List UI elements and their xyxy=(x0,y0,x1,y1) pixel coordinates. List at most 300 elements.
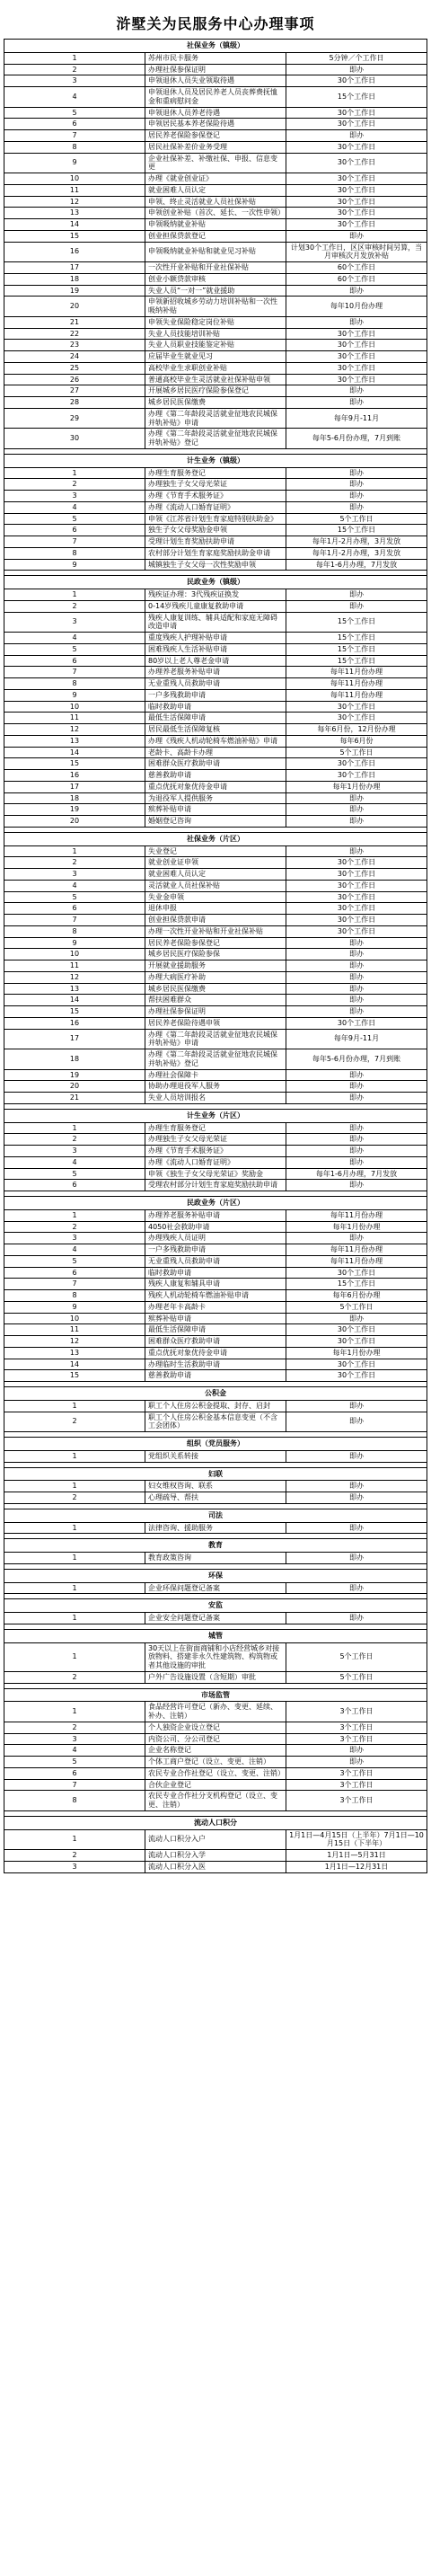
table-row xyxy=(4,242,427,262)
row-number: 21 xyxy=(4,316,145,328)
processing-time: 3个工作日 xyxy=(286,1702,427,1722)
row-number: 7 xyxy=(4,1279,145,1290)
row-number: 3 xyxy=(4,1861,145,1872)
service-item: 无业重残人员救助申请 xyxy=(145,678,286,690)
processing-time: 即办 xyxy=(286,1081,427,1093)
processing-time: 即办 xyxy=(286,230,427,242)
processing-time: 60个工作日 xyxy=(286,273,427,285)
row-number: 17 xyxy=(4,781,145,792)
service-item: 职工个人住房公积金基本信息变更（不含工会团体） xyxy=(145,1412,286,1432)
table-row xyxy=(4,713,427,724)
row-number: 1 xyxy=(4,1553,145,1564)
row-number: 7 xyxy=(4,667,145,678)
table-row xyxy=(4,960,427,972)
processing-time: 30个工作日 xyxy=(286,340,427,351)
row-number: 4 xyxy=(4,1156,145,1168)
service-item: 老龄卡、高龄卡办理 xyxy=(145,747,286,758)
row-number: 1 xyxy=(4,1702,145,1722)
row-number: 11 xyxy=(4,713,145,724)
service-item: 失业登记 xyxy=(145,845,286,857)
service-item: 婚姻登记咨询 xyxy=(145,816,286,828)
processing-time: 每年1月份办理 xyxy=(286,1347,427,1359)
row-number: 15 xyxy=(4,1370,145,1382)
section-heading: 民政业务（镇级） xyxy=(4,576,427,589)
row-number: 16 xyxy=(4,242,145,262)
service-item: 法律咨询、援助服务 xyxy=(145,1522,286,1534)
row-number: 1 xyxy=(4,1122,145,1134)
table-row xyxy=(4,208,427,219)
service-table xyxy=(4,39,427,1873)
row-number: 18 xyxy=(4,792,145,804)
service-item: 申领创业补贴（首次、延长、一次性申领） xyxy=(145,208,286,219)
processing-time: 3个工作日 xyxy=(286,1779,427,1791)
table-row xyxy=(4,351,427,363)
service-item: 办理《第二年龄段灵活就业征地农民城保并轨补贴》登记 xyxy=(145,1049,286,1070)
row-number: 26 xyxy=(4,374,145,385)
service-item: 户外广告设施设置（含短期）审批 xyxy=(145,1671,286,1683)
service-item: 申领失业保险稳定岗位补贴 xyxy=(145,316,286,328)
service-item: 创业担保贷款申请 xyxy=(145,915,286,926)
service-item: 创业担保贷款登记 xyxy=(145,230,286,242)
processing-time: 每年1月-2月办理，3月发放 xyxy=(286,547,427,559)
page-title: 浒墅关为民服务中心办理事项 xyxy=(116,15,315,32)
section-heading-row xyxy=(4,1816,427,1829)
processing-time: 30个工作日 xyxy=(286,1017,427,1029)
table-row xyxy=(4,880,427,891)
service-item: 办理《残疾人机动轮椅车燃油补贴》申请 xyxy=(145,735,286,747)
row-number: 14 xyxy=(4,995,145,1006)
service-item: 办理《第二年龄段灵活就业征地农民城保并轨补贴》申请 xyxy=(145,1029,286,1049)
service-item: 临时救助申请 xyxy=(145,1267,286,1279)
table-row xyxy=(4,925,427,937)
processing-time: 30个工作日 xyxy=(286,173,427,185)
table-row xyxy=(4,1347,427,1359)
row-number: 15 xyxy=(4,1006,145,1018)
processing-time: 30个工作日 xyxy=(286,119,427,130)
processing-time: 即办 xyxy=(286,1522,427,1534)
table-row xyxy=(4,678,427,690)
table-row xyxy=(4,747,427,758)
row-number: 1 xyxy=(4,1829,145,1850)
table-row xyxy=(4,1450,427,1462)
service-item: 企业环保问题登记备案 xyxy=(145,1582,286,1594)
table-row xyxy=(4,1279,427,1290)
row-number: 4 xyxy=(4,633,145,644)
table-row xyxy=(4,983,427,995)
processing-time: 每年10月份办理 xyxy=(286,297,427,317)
service-item: 创业小额贷款审核 xyxy=(145,273,286,285)
table-row xyxy=(4,1829,427,1850)
service-item: 就业创业证申领 xyxy=(145,857,286,869)
service-item: 帮扶困难群众 xyxy=(145,995,286,1006)
table-row xyxy=(4,141,427,153)
processing-time: 30个工作日 xyxy=(286,1267,427,1279)
table-row xyxy=(4,107,427,119)
row-number: 1 xyxy=(4,1450,145,1462)
processing-time: 5个工作日 xyxy=(286,1301,427,1313)
row-number: 20 xyxy=(4,816,145,828)
row-number: 2 xyxy=(4,1671,145,1683)
row-number: 4 xyxy=(4,87,145,108)
row-number: 2 xyxy=(4,1850,145,1862)
table-row xyxy=(4,196,427,208)
service-item: 残疾人机动轮椅车燃油补贴申请 xyxy=(145,1290,286,1302)
processing-time: 即办 xyxy=(286,1582,427,1594)
processing-time: 30个工作日 xyxy=(286,328,427,340)
service-item: 教育政策咨询 xyxy=(145,1553,286,1564)
service-item: 农村部分计划生育家庭奖励扶助金申请 xyxy=(145,547,286,559)
table-row xyxy=(4,130,427,142)
table-row xyxy=(4,1702,427,1722)
processing-time: 15个工作日 xyxy=(286,643,427,655)
processing-time: 60个工作日 xyxy=(286,262,427,274)
table-row xyxy=(4,75,427,87)
table-row xyxy=(4,1336,427,1348)
section-heading: 妇联 xyxy=(4,1467,427,1481)
section-heading: 民政业务（片区） xyxy=(4,1197,427,1210)
service-item: 申领《独生子女父母光荣证》奖励金 xyxy=(145,1168,286,1180)
service-item: 个人独资企业设立登记 xyxy=(145,1722,286,1733)
row-number: 21 xyxy=(4,1093,145,1104)
processing-time: 每年6月份办理 xyxy=(286,1290,427,1302)
row-number: 9 xyxy=(4,1301,145,1313)
processing-time: 30个工作日 xyxy=(286,903,427,915)
processing-time: 即办 xyxy=(286,1553,427,1564)
processing-time: 即办 xyxy=(286,845,427,857)
processing-time: 即办 xyxy=(286,1069,427,1081)
table-row xyxy=(4,1779,427,1791)
processing-time: 30个工作日 xyxy=(286,758,427,770)
row-number: 4 xyxy=(4,501,145,513)
section-heading-row xyxy=(4,1197,427,1210)
service-item: 办理《流动人口婚育证明》 xyxy=(145,501,286,513)
service-item: 企业社保补差、补缴社保、申报、信息变更 xyxy=(145,153,286,173)
row-number: 8 xyxy=(4,1791,145,1811)
table-row xyxy=(4,1757,427,1768)
processing-time: 30个工作日 xyxy=(286,857,427,869)
processing-time: 即办 xyxy=(286,479,427,491)
processing-time: 即办 xyxy=(286,1492,427,1504)
service-item: 流动人口积分入户 xyxy=(145,1829,286,1850)
processing-time: 即办 xyxy=(286,960,427,972)
processing-time: 每年6月份，12月份办理 xyxy=(286,724,427,736)
processing-time: 30个工作日 xyxy=(286,184,427,196)
table-row xyxy=(4,52,427,64)
row-number: 1 xyxy=(4,1400,145,1412)
row-number: 8 xyxy=(4,1290,145,1302)
section-heading: 环保 xyxy=(4,1569,427,1582)
service-item: 心理疏导、帮扶 xyxy=(145,1492,286,1504)
processing-time: 即办 xyxy=(286,1146,427,1157)
row-number: 6 xyxy=(4,1767,145,1779)
section-heading-row xyxy=(4,1688,427,1702)
processing-time: 30个工作日 xyxy=(286,1336,427,1348)
row-number: 5 xyxy=(4,1168,145,1180)
service-item: 慈善救助申请 xyxy=(145,1370,286,1382)
processing-time: 每年5-6月份办理，7月到账 xyxy=(286,429,427,449)
processing-time: 即办 xyxy=(286,1412,427,1432)
row-number: 14 xyxy=(4,219,145,231)
table-row xyxy=(4,1642,427,1671)
service-item: 就业困难人员认定 xyxy=(145,184,286,196)
table-row xyxy=(4,857,427,869)
service-item: 办理生育服务登记 xyxy=(145,467,286,479)
service-table-body xyxy=(4,40,427,1873)
row-number: 10 xyxy=(4,173,145,185)
processing-time: 即办 xyxy=(286,995,427,1006)
table-row xyxy=(4,971,427,983)
service-item: 城乡居民医保缴费 xyxy=(145,397,286,409)
table-row xyxy=(4,781,427,792)
table-row xyxy=(4,1671,427,1683)
service-item: 开展就业援助服务 xyxy=(145,960,286,972)
row-number: 3 xyxy=(4,869,145,881)
service-item: 重点优抚对象优待金申请 xyxy=(145,1347,286,1359)
processing-time: 每年9月-11月 xyxy=(286,1029,427,1049)
service-item: 最低生活保障申请 xyxy=(145,713,286,724)
row-number: 1 xyxy=(4,52,145,64)
table-row xyxy=(4,701,427,713)
row-number: 2 xyxy=(4,64,145,75)
table-row xyxy=(4,816,427,828)
table-row xyxy=(4,891,427,903)
section-heading-row xyxy=(4,454,427,467)
row-number: 12 xyxy=(4,724,145,736)
service-item: 慈善救助申请 xyxy=(145,770,286,782)
row-number: 6 xyxy=(4,525,145,536)
processing-time: 30个工作日 xyxy=(286,770,427,782)
table-row xyxy=(4,1359,427,1370)
processing-time: 30个工作日 xyxy=(286,107,427,119)
service-item: 无业重残人员救助申请 xyxy=(145,1255,286,1267)
processing-time: 即办 xyxy=(286,1313,427,1324)
service-item: 困难群众医疗救助申请 xyxy=(145,1336,286,1348)
table-row xyxy=(4,1613,427,1624)
processing-time: 每年11月份办理 xyxy=(286,678,427,690)
processing-time: 3个工作日 xyxy=(286,1733,427,1745)
row-number: 12 xyxy=(4,1336,145,1348)
processing-time: 5个工作日 xyxy=(286,1671,427,1683)
row-number: 1 xyxy=(4,1209,145,1221)
row-number: 1 xyxy=(4,1481,145,1492)
service-item: 党组织关系转接 xyxy=(145,1450,286,1462)
processing-time: 30个工作日 xyxy=(286,915,427,926)
processing-time: 30个工作日 xyxy=(286,880,427,891)
service-item: 城镇独生子女父母一次性奖励申领 xyxy=(145,559,286,571)
processing-time: 5个工作日 xyxy=(286,513,427,525)
service-item: 企业安全问题登记备案 xyxy=(145,1613,286,1624)
row-number: 3 xyxy=(4,1733,145,1745)
table-row xyxy=(4,230,427,242)
table-row xyxy=(4,1553,427,1564)
table-row xyxy=(4,1146,427,1157)
row-number: 28 xyxy=(4,397,145,409)
service-item: 办理《第二年龄段灵活就业征地农民城保并轨补贴》申请 xyxy=(145,408,286,429)
processing-time: 即办 xyxy=(286,1006,427,1018)
processing-time: 1月1日—5月31日 xyxy=(286,1850,427,1862)
row-number: 12 xyxy=(4,971,145,983)
row-number: 3 xyxy=(4,612,145,633)
service-item: 办理独生子女父母光荣证 xyxy=(145,479,286,491)
row-number: 2 xyxy=(4,1134,145,1146)
row-number: 14 xyxy=(4,747,145,758)
table-row xyxy=(4,689,427,701)
processing-time: 15个工作日 xyxy=(286,655,427,667)
processing-time: 3个工作日 xyxy=(286,1722,427,1733)
table-row xyxy=(4,949,427,960)
row-number: 10 xyxy=(4,1313,145,1324)
row-number: 18 xyxy=(4,1049,145,1070)
section-heading: 安监 xyxy=(4,1599,427,1613)
service-item: 办理一次性开业补贴和开业社保补贴 xyxy=(145,925,286,937)
service-item: 苏州市民卡服务 xyxy=(145,52,286,64)
table-row xyxy=(4,804,427,816)
service-item: 受理农村部分计划生育家庭奖励扶助申请 xyxy=(145,1180,286,1191)
service-item: 最低生活保障申请 xyxy=(145,1324,286,1336)
row-number: 4 xyxy=(4,880,145,891)
service-item: 重度残疾人护理补贴申请 xyxy=(145,633,286,644)
row-number: 22 xyxy=(4,328,145,340)
processing-time: 每年11月份办理 xyxy=(286,1244,427,1256)
processing-time: 即办 xyxy=(286,949,427,960)
table-row xyxy=(4,285,427,297)
processing-time: 30个工作日 xyxy=(286,713,427,724)
section-heading-row xyxy=(4,1438,427,1451)
row-number: 25 xyxy=(4,362,145,374)
table-row xyxy=(4,184,427,196)
row-number: 24 xyxy=(4,351,145,363)
service-item: 办理养老服务补贴申请 xyxy=(145,1209,286,1221)
row-number: 16 xyxy=(4,1017,145,1029)
service-item: 办理《就业创业证》 xyxy=(145,173,286,185)
section-heading-row xyxy=(4,1109,427,1122)
table-row xyxy=(4,173,427,185)
processing-time: 3个工作日 xyxy=(286,1767,427,1779)
table-row xyxy=(4,1412,427,1432)
service-item: 居民养老保险参保登记 xyxy=(145,130,286,142)
service-item: 办理生育服务登记 xyxy=(145,1122,286,1134)
table-row xyxy=(4,1582,427,1594)
row-number: 3 xyxy=(4,1146,145,1157)
row-number: 8 xyxy=(4,547,145,559)
processing-time: 每年1-6月办理，7月发放 xyxy=(286,559,427,571)
service-item: 失业人员培训报名 xyxy=(145,1093,286,1104)
row-number: 5 xyxy=(4,891,145,903)
processing-time: 30个工作日 xyxy=(286,153,427,173)
section-heading: 司法 xyxy=(4,1509,427,1522)
processing-time: 即办 xyxy=(286,316,427,328)
section-heading: 城管 xyxy=(4,1629,427,1642)
table-row xyxy=(4,328,427,340)
table-row xyxy=(4,1745,427,1757)
processing-time: 即办 xyxy=(286,1093,427,1104)
service-item: 开展城乡居民医疗保险参保登记 xyxy=(145,385,286,397)
table-row xyxy=(4,362,427,374)
table-row xyxy=(4,1122,427,1134)
service-item: 申领《江苏省计划生育家庭特别扶助金》 xyxy=(145,513,286,525)
table-row xyxy=(4,397,427,409)
table-row xyxy=(4,1255,427,1267)
row-number: 5 xyxy=(4,513,145,525)
table-row xyxy=(4,1400,427,1412)
processing-time: 即办 xyxy=(286,1134,427,1146)
processing-time: 即办 xyxy=(286,816,427,828)
table-row xyxy=(4,643,427,655)
service-item: 申领新招收城乡劳动力培训补贴和一次性吸纳补贴 xyxy=(145,297,286,317)
row-number: 16 xyxy=(4,770,145,782)
table-row xyxy=(4,429,427,449)
document-page xyxy=(4,0,427,1881)
table-row xyxy=(4,589,427,601)
table-row xyxy=(4,869,427,881)
processing-time: 15个工作日 xyxy=(286,1279,427,1290)
service-item: 办理残疾人员证明 xyxy=(145,1233,286,1244)
table-row xyxy=(4,1069,427,1081)
row-number: 11 xyxy=(4,1324,145,1336)
table-row xyxy=(4,1267,427,1279)
processing-time: 即办 xyxy=(286,1745,427,1757)
row-number: 15 xyxy=(4,230,145,242)
row-number: 9 xyxy=(4,153,145,173)
service-item: 城乡居民医保缴费 xyxy=(145,983,286,995)
processing-time: 即办 xyxy=(286,130,427,142)
service-item: 办理社保参保证明 xyxy=(145,64,286,75)
row-number: 5 xyxy=(4,107,145,119)
table-row xyxy=(4,1233,427,1244)
table-row xyxy=(4,770,427,782)
service-item: 困难群众医疗救助申请 xyxy=(145,758,286,770)
processing-time: 每年11月份办理 xyxy=(286,689,427,701)
service-item: 申领吸纳就业补贴和就业见习补贴 xyxy=(145,242,286,262)
processing-time: 每年11月份办理 xyxy=(286,1209,427,1221)
table-row xyxy=(4,995,427,1006)
service-item: 办理社保参保证明 xyxy=(145,1006,286,1018)
row-number: 3 xyxy=(4,491,145,502)
row-number: 4 xyxy=(4,1244,145,1256)
service-item: 申领、终止灵活就业人员社保补贴 xyxy=(145,196,286,208)
section-heading-row xyxy=(4,1467,427,1481)
row-number: 3 xyxy=(4,1233,145,1244)
processing-time: 5个工作日 xyxy=(286,1642,427,1671)
section-heading-row xyxy=(4,1387,427,1401)
service-item: 独生子女父母奖励金申领 xyxy=(145,525,286,536)
service-item: 居民社保补差价业务受理 xyxy=(145,141,286,153)
service-item: 殡葬补贴申请 xyxy=(145,1313,286,1324)
service-item: 失业金申领 xyxy=(145,891,286,903)
table-row xyxy=(4,273,427,285)
table-row xyxy=(4,1156,427,1168)
service-item: 办理《第二年龄段灵活就业征地农民城保并轨补贴》登记 xyxy=(145,429,286,449)
service-item: 高校毕业生求职创业补贴 xyxy=(145,362,286,374)
service-item: 4050社会救助申请 xyxy=(145,1221,286,1233)
service-item: 办理老年卡高龄卡 xyxy=(145,1301,286,1313)
row-number: 6 xyxy=(4,119,145,130)
service-item: 殡葬补贴申请 xyxy=(145,804,286,816)
processing-time: 即办 xyxy=(286,491,427,502)
table-row xyxy=(4,1209,427,1221)
service-item: 退休申报 xyxy=(145,903,286,915)
service-item: 残疾人康复训练、辅具适配和家庭无障碍改造申请 xyxy=(145,612,286,633)
row-number: 20 xyxy=(4,297,145,317)
table-row xyxy=(4,1093,427,1104)
service-item: 办理养老服务补贴申请 xyxy=(145,667,286,678)
service-item: 流动人口积分入学 xyxy=(145,1850,286,1862)
processing-time: 30个工作日 xyxy=(286,1370,427,1382)
processing-time: 即办 xyxy=(286,1757,427,1768)
processing-time: 30个工作日 xyxy=(286,75,427,87)
row-number: 5 xyxy=(4,643,145,655)
processing-time: 即办 xyxy=(286,1613,427,1624)
